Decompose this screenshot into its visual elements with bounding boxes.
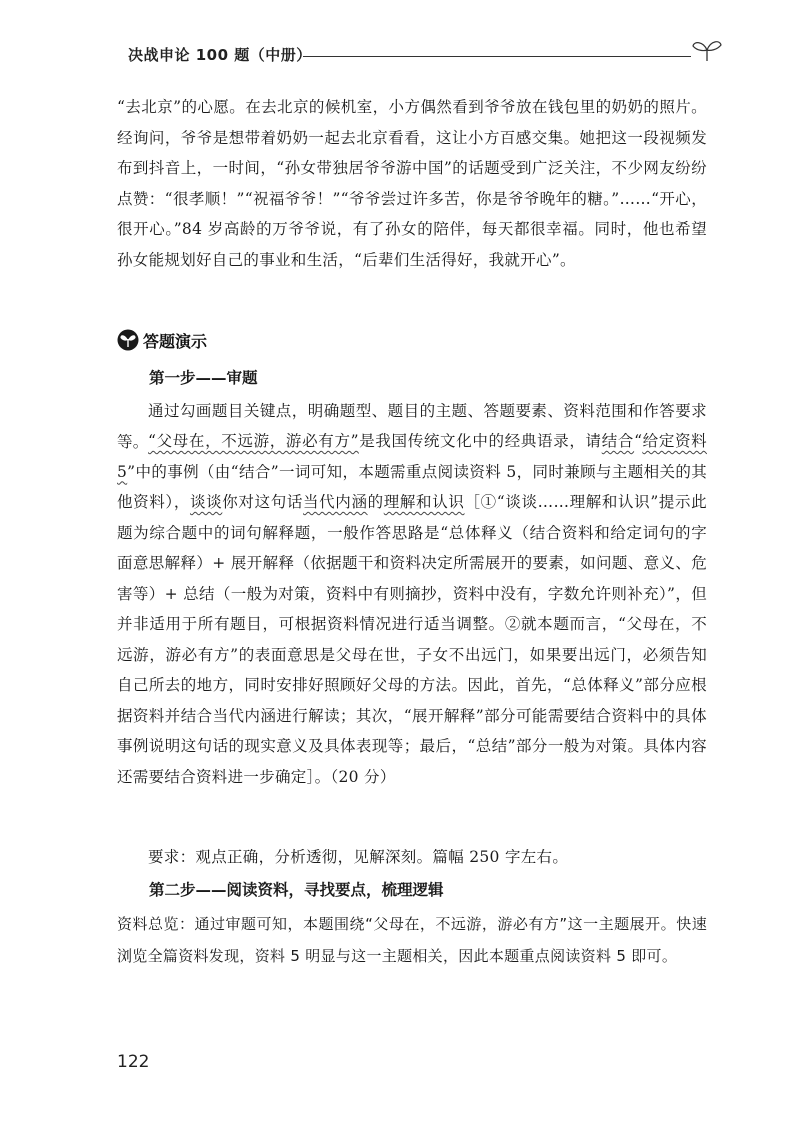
- keyword-highlight: 理解和认识: [383, 493, 465, 511]
- question-text: “: [634, 432, 643, 450]
- question-text: 是我国传统文化中的经典语录，请: [358, 432, 602, 450]
- question-analysis: ［①“谈谈……理解和认识”提示此题为综合题中的词句解释题，一般作答思路是“总体释义（结合资料和给定词句的字面意思解释）+ 展开解释（依据题干和资料决定所需展开的要素，如问题、意义、危害等）+ 总结（一般为对策，资料中有则摘抄，资料中没有，字数允许则补充）”，但并非适用于所有题目，可根据资料情况进行适当调整。②就本题而言，“父母在，不远游，游必有方”的表面意思是父母在世，子女不出远门，如果要出远门，必须告知自己所去的地方，同时安排好照顾好父母的方法。因此，首先，“总体释义”部分应根据资料并结合当代内涵进行解读；其次，“展开解释”部分可能需要结合资料中的具体事例说明这句话的现实意义及具体表现等；最后，“总结”部分一般为对策。具体内容还需要结合资料进一步确定］。（20 分）: [117, 493, 707, 786]
- material-overview: 资料总览：通过审题可知，本题围绕“父母在，不远游，游必有方”这一主题展开。快速浏览全篇资料发现，资料 5 明显与这一主题相关，因此本题重点阅读资料 5 即可。: [117, 915, 707, 965]
- sprout-circle-icon: [117, 329, 139, 351]
- question-text: 你对这句话: [222, 493, 304, 511]
- step1-title: 第一步——审题: [149, 369, 258, 387]
- question-text: 的: [367, 493, 384, 511]
- keyword-highlight: 当代内涵: [303, 493, 368, 511]
- question-paragraph: [117, 426, 707, 792]
- question-text: ”中的事例（由“结合”一词可知，本题需重点阅读资料 5，同时兼顾与主题相关的其他资料），: [117, 462, 707, 511]
- book-title: 决战申论 100 题（中册）: [128, 46, 312, 64]
- material-highlight: 给定资料 5: [117, 432, 707, 481]
- header-rule: [303, 56, 691, 57]
- requirement-line: 要求：观点正确，分析透彻，见解深刻。篇幅 250 字左右。: [148, 848, 569, 866]
- quote-highlight: “父母在，不远游，游必有方”: [148, 432, 359, 450]
- keyword-highlight: 结合: [601, 432, 635, 450]
- running-header: [128, 42, 728, 82]
- step2-title: 第二步——阅读资料，寻找要点，梳理逻辑: [149, 881, 444, 899]
- sprout-icon: [691, 38, 723, 62]
- intro-paragraph: “去北京”的心愿。在去北京的候机室，小方偶然看到爷爷放在钱包里的奶奶的照片。经询问，爷爷是想带着奶奶一起去北京看看，这让小方百感交集。她把这一段视频发布到抖音上，一时间，“孙女带独居爷爷游中国”的话题受到广泛关注，不少网友纷纷点赞：“很孝顺！”“祝福爷爷！”“爷爷尝过许多苦，你是爷爷晚年的糖。”……“开心，很开心。”84 岁高龄的万爷爷说，有了孙女的陪伴，每天都很幸福。同时，他也希望孙女能规划好自己的事业和生活，“后辈们生活得好，我就开心”。: [117, 98, 707, 269]
- keyword-highlight: 谈谈: [189, 493, 223, 511]
- section-title: 答题演示: [143, 331, 208, 351]
- section-heading: [117, 326, 207, 354]
- step1-goal: 通过勾画题目关键点，明确题型、题目的主题、答题要素、资料范围和作答要求等。: [117, 402, 707, 451]
- page-number: 122: [117, 1052, 150, 1072]
